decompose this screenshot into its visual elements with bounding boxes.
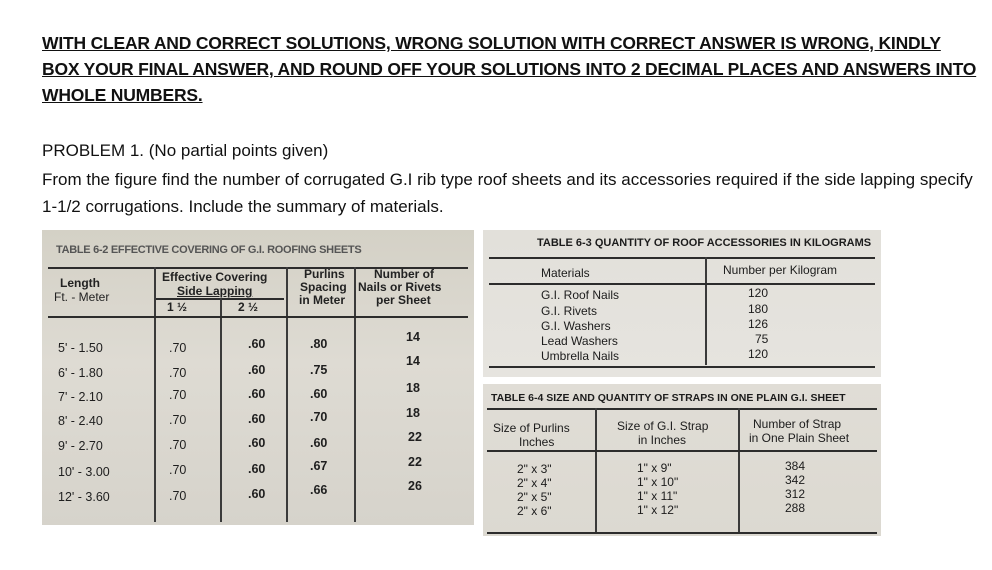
table-6-4 <box>483 384 881 536</box>
header-spacing: Spacing <box>300 280 347 294</box>
table-row-length: 6' - 1.80 <box>58 366 103 380</box>
strap-size: 1" x 10" <box>637 475 679 489</box>
table-row-purlin: .80 <box>310 337 328 351</box>
table-6-2 <box>42 230 474 525</box>
header-purlins-units: Inches <box>519 435 555 449</box>
table-row-purlin: .60 <box>310 436 328 450</box>
table-row-lap2: .60 <box>248 337 266 351</box>
table-row-lap2: .60 <box>248 462 266 476</box>
strap-size: 1" x 11" <box>637 489 678 503</box>
material-count: 126 <box>748 317 769 331</box>
table-row-nails: 18 <box>406 406 420 420</box>
table-6-3 <box>483 230 881 377</box>
purlin-size: 2" x 5" <box>517 490 552 504</box>
table-row-lap1: .70 <box>169 341 187 355</box>
table-row-lap1: .70 <box>169 366 187 380</box>
header-strap-count: Number of Strap <box>753 417 842 431</box>
table-row-nails: 18 <box>406 381 420 395</box>
problem-title: PROBLEM 1. (No partial points given) <box>42 141 329 160</box>
problem-text: From the figure find the number of corrugated G.I rib type roof sheets and its accessories required if the side lapping specify 1-1/2 corrugations. Include the summary of materials. <box>42 170 973 216</box>
table-row-lap1: .70 <box>169 463 187 477</box>
instructions-header: WITH CLEAR AND CORRECT SOLUTIONS, WRONG SOLUTION WITH CORRECT ANSWER IS WRONG, KINDLY BOX YOUR FINAL ANSWER, AND ROUND OFF YOUR SOLUTIONS INTO 2 DECIMAL PLACES AND ANSWERS INTO WHOLE NUMBERS. <box>42 33 977 105</box>
header-length-units: Ft. - Meter <box>54 290 110 304</box>
header-side-lapping: Side Lapping <box>177 284 253 298</box>
header-nails-rivets: Nails or Rivets <box>358 280 442 294</box>
header-number-of: Number of <box>374 267 434 281</box>
table-row-purlin: .60 <box>310 387 328 401</box>
table-row-lap1: .70 <box>169 413 187 427</box>
header-strap-units: in Inches <box>638 433 687 447</box>
table-row-purlin: .70 <box>310 410 328 424</box>
table-6-4-title: TABLE 6-4 SIZE AND QUANTITY OF STRAPS IN ONE PLAIN G.I. SHEET <box>491 392 846 404</box>
table-row-length: 8' - 2.40 <box>58 414 103 428</box>
table-row-length: 7' - 2.10 <box>58 390 103 404</box>
header-strap-count-sheet: in One Plain Sheet <box>749 431 850 445</box>
table-row-lap2: .60 <box>248 387 266 401</box>
table-row-length: 12' - 3.60 <box>58 490 110 504</box>
strap-size: 1" x 9" <box>637 461 672 475</box>
table-row-length: 10' - 3.00 <box>58 465 110 479</box>
table-row-lap1: .70 <box>169 388 187 402</box>
header-purlins: Purlins <box>304 267 345 281</box>
material-count: 180 <box>748 302 769 316</box>
table-row-lap2: .60 <box>248 436 266 450</box>
table-row-lap2: .60 <box>248 363 266 377</box>
table-6-3-title: TABLE 6-3 QUANTITY OF ROOF ACCESSORIES IN KILOGRAMS <box>537 237 872 249</box>
header-in-meter: in Meter <box>299 293 346 307</box>
table-row-length: 5' - 1.50 <box>58 341 103 355</box>
purlin-size: 2" x 6" <box>517 504 552 518</box>
table-row-purlin: .67 <box>310 459 328 473</box>
header-materials: Materials <box>541 266 590 280</box>
table-row-purlin: .75 <box>310 363 328 377</box>
table-row-nails: 22 <box>408 430 422 444</box>
purlin-size: 2" x 3" <box>517 462 552 476</box>
table-row-nails: 14 <box>406 330 420 344</box>
header-purlins-size: Size of Purlins <box>493 421 570 435</box>
material-count: 75 <box>755 332 769 346</box>
strap-count: 342 <box>785 473 806 487</box>
material-name: Umbrella Nails <box>541 349 620 363</box>
header-strap-size: Size of G.I. Strap <box>617 419 709 433</box>
material-name: G.I. Roof Nails <box>541 288 620 302</box>
material-name: G.I. Rivets <box>541 304 598 318</box>
material-count: 120 <box>748 286 769 300</box>
table-row-length: 9' - 2.70 <box>58 439 103 453</box>
table-row-nails: 22 <box>408 455 422 469</box>
header-effective-covering: Effective Covering <box>162 270 268 284</box>
strap-count: 288 <box>785 501 806 515</box>
table-row-lap1: .70 <box>169 438 187 452</box>
table-row-lap2: .60 <box>248 487 266 501</box>
strap-count: 312 <box>785 487 806 501</box>
material-name: G.I. Washers <box>541 319 611 333</box>
header-per-sheet: per Sheet <box>376 293 431 307</box>
table-row-lap1: .70 <box>169 489 187 503</box>
purlin-size: 2" x 4" <box>517 476 552 490</box>
header-lap-1: 1 ½ <box>167 300 188 314</box>
table-row-nails: 26 <box>408 479 422 493</box>
table-row-purlin: .66 <box>310 483 328 497</box>
table-6-2-title: TABLE 6-2 EFFECTIVE COVERING OF G.I. ROOFING SHEETS <box>56 244 362 256</box>
header-lap-2: 2 ½ <box>238 300 259 314</box>
table-row-nails: 14 <box>406 354 420 368</box>
strap-size: 1" x 12" <box>637 503 679 517</box>
material-name: Lead Washers <box>541 334 618 348</box>
header-number-per-kilogram: Number per Kilogram <box>723 263 838 277</box>
strap-count: 384 <box>785 459 806 473</box>
material-count: 120 <box>748 347 769 361</box>
table-row-lap2: .60 <box>248 412 266 426</box>
header-length: Length <box>60 276 100 290</box>
